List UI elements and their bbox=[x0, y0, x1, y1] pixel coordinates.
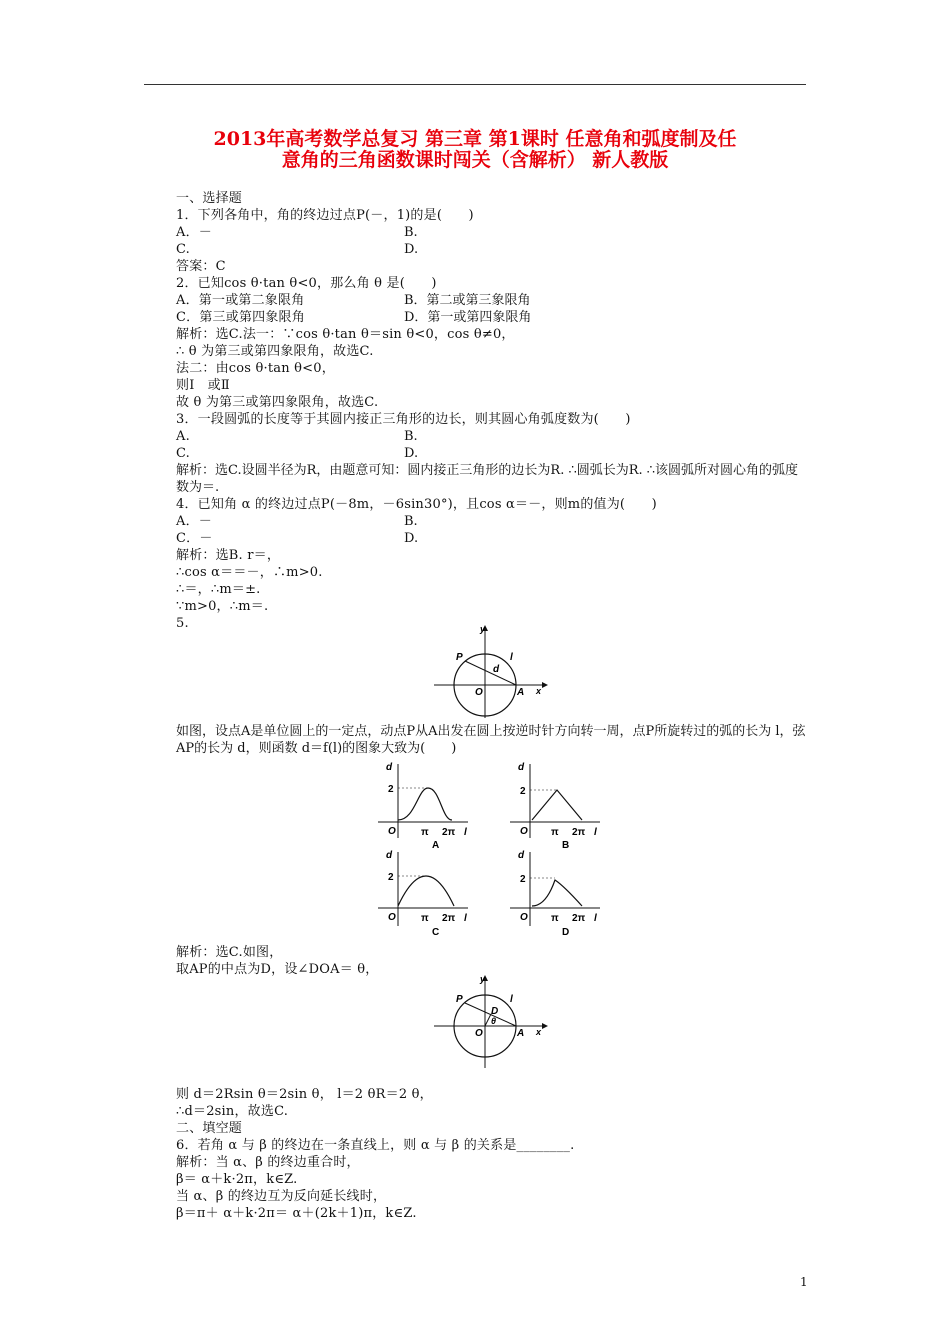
doc-title-line2: 意角的三角函数课时闯关（含解析） 新人教版 bbox=[281, 149, 669, 171]
q2-analysis-5: 故 θ 为第三或第四象限角，故选C. bbox=[176, 395, 379, 410]
graph-a-origin-label: O bbox=[388, 826, 396, 837]
graph-c-two-label: 2 bbox=[388, 872, 394, 883]
q4-analysis-2: ∴cos α＝＝－，∴m>0. bbox=[176, 565, 323, 580]
graph-b-d-label: d bbox=[518, 762, 525, 773]
fig2-x-axis-label: x bbox=[536, 1027, 542, 1037]
unit-circle-figure bbox=[430, 622, 550, 720]
arc-l-label: l bbox=[510, 652, 513, 663]
graph-b-pi-label: π bbox=[551, 827, 559, 838]
q3-option-b: B. bbox=[404, 429, 418, 444]
graph-option-a bbox=[370, 758, 480, 850]
q4-analysis-1: 解析：选B. r＝， bbox=[176, 548, 281, 563]
q4-analysis-3: ∴＝，∴m＝±. bbox=[176, 582, 261, 597]
q2-analysis-1: 解析：选C.法一：∵cos θ·tan θ＝sin θ<0，cos θ≠0， bbox=[176, 327, 515, 342]
q6-stem: 6．若角 α 与 β 的终边在一条直线上，则 α 与 β 的关系是________. bbox=[176, 1138, 575, 1153]
q2-option-b: B．第二或第三象限角 bbox=[404, 293, 531, 308]
q6-analysis-2: β＝ α＋k·2π，k∈Z. bbox=[176, 1172, 298, 1187]
graph-b-l-label: l bbox=[594, 827, 597, 838]
q1-option-d: D. bbox=[404, 242, 419, 257]
q1-stem: 1．下列各角中，角的终边过点P(－，1)的是( ) bbox=[176, 208, 474, 223]
section-heading-1: 一、选择题 bbox=[176, 191, 243, 206]
graph-d-caption: D bbox=[562, 927, 570, 938]
q1-option-b: B. bbox=[404, 225, 418, 240]
graph-option-c bbox=[370, 846, 480, 938]
q3-analysis: 解析：选C.设圆半径为R，由题意可知：圆内接正三角形的边长为R. ∴圆弧长为R. ∴该圆弧所对圆心角的弧度数为＝. bbox=[176, 463, 799, 495]
x-axis-label: x bbox=[536, 686, 542, 696]
section-heading-2: 二、填空题 bbox=[176, 1121, 243, 1136]
graph-option-b bbox=[502, 758, 612, 850]
q5-number: 5. bbox=[176, 616, 189, 631]
fig2-point-p-label: P bbox=[456, 994, 463, 1005]
q5-stem: 如图，设点A是单位圆上的一定点，动点P从A出发在圆上按逆时针方向转一周，点P所旋转过的弧的长为 l，弦AP的长为 d，则函数 d＝f(l)的图象大致为( ) bbox=[176, 724, 806, 756]
graph-a-l-label: l bbox=[464, 827, 467, 838]
q5-analysis-1: 解析：选C.如图， bbox=[176, 945, 283, 960]
q3-option-c: C. bbox=[176, 446, 191, 461]
q2-option-c: C．第三或第四象限角 bbox=[176, 310, 305, 325]
graph-c-twopi-label: 2π bbox=[442, 913, 456, 924]
q4-option-c: C．－ bbox=[176, 531, 213, 546]
q5-conclusion-1: 则 d＝2Rsin θ＝2sin θ， l＝2 θR＝2 θ， bbox=[176, 1087, 433, 1102]
graph-b-twopi-label: 2π bbox=[572, 827, 586, 838]
point-a-label: A bbox=[517, 687, 525, 698]
q4-stem: 4．已知角 α 的终边过点P(－8m，－6sin30°)，且cos α＝－，则m的值为( ) bbox=[176, 497, 657, 512]
doc-title-line1: 2013年高考数学总复习 第三章 第1课时 任意角和弧度制及任 bbox=[213, 128, 737, 150]
q4-analysis-4: ∵m>0，∴m＝. bbox=[176, 599, 269, 614]
q6-analysis-3: 当 α、β 的终边互为反向延长线时， bbox=[176, 1189, 387, 1204]
y-axis-label: y bbox=[480, 624, 486, 634]
graph-b-origin-label: O bbox=[520, 826, 528, 837]
q1-option-c: C. bbox=[176, 242, 191, 257]
graph-b-two-label: 2 bbox=[520, 786, 526, 797]
q2-option-d: D．第一或第四象限角 bbox=[404, 310, 532, 325]
graph-a-caption: A bbox=[432, 840, 440, 850]
graph-d-twopi-label: 2π bbox=[572, 913, 586, 924]
fig2-y-axis-label: y bbox=[480, 974, 486, 984]
graph-c-pi-label: π bbox=[421, 913, 429, 924]
chord-d-label: d bbox=[493, 664, 500, 675]
q6-analysis-1: 解析：当 α、β 的终边重合时， bbox=[176, 1155, 360, 1170]
fig2-origin-label: O bbox=[475, 1028, 483, 1039]
point-p-label: P bbox=[456, 652, 463, 663]
fig2-point-d-label: D bbox=[491, 1006, 499, 1017]
q5-analysis-2: 取AP的中点为D，设∠DOA＝ θ， bbox=[176, 962, 379, 977]
unit-circle-figure-2 bbox=[430, 972, 550, 1070]
graph-a-d-label: d bbox=[386, 762, 393, 773]
q4-option-d: D. bbox=[404, 531, 419, 546]
q2-stem: 2．已知cos θ·tan θ<0，那么角 θ 是( ) bbox=[176, 276, 437, 291]
q3-stem: 3．一段圆弧的长度等于其圆内接正三角形的边长，则其圆心角弧度数为( ) bbox=[176, 412, 631, 427]
fig2-theta-label: θ bbox=[491, 1016, 497, 1026]
graph-d-two-label: 2 bbox=[520, 874, 526, 885]
graph-a-twopi-label: 2π bbox=[442, 827, 456, 838]
graph-d-d-label: d bbox=[518, 850, 525, 861]
fig2-point-a-label: A bbox=[517, 1028, 525, 1039]
graph-b-caption: B bbox=[562, 840, 570, 850]
top-rule bbox=[144, 84, 806, 85]
graph-c-caption: C bbox=[432, 927, 440, 938]
graph-d-origin-label: O bbox=[520, 912, 528, 923]
graph-d-pi-label: π bbox=[551, 913, 559, 924]
q4-option-b: B. bbox=[404, 514, 418, 529]
graph-c-l-label: l bbox=[464, 913, 467, 924]
q4-option-a: A．－ bbox=[176, 514, 212, 529]
origin-label: O bbox=[475, 687, 483, 698]
q2-analysis-3: 法二：由cos θ·tan θ<0， bbox=[176, 361, 335, 376]
graph-a-pi-label: π bbox=[421, 827, 429, 838]
q2-option-a: A．第一或第二象限角 bbox=[176, 293, 305, 308]
graph-a-two-label: 2 bbox=[388, 784, 394, 795]
q1-option-a: A．－ bbox=[176, 225, 212, 240]
q3-option-a: A. bbox=[176, 429, 190, 444]
q2-analysis-2: ∴ θ 为第三或第四象限角，故选C. bbox=[176, 344, 374, 359]
q5-conclusion-2: ∴d＝2sin，故选C. bbox=[176, 1104, 289, 1119]
graph-d-l-label: l bbox=[594, 913, 597, 924]
graph-c-origin-label: O bbox=[388, 912, 396, 923]
graph-c-d-label: d bbox=[386, 850, 393, 861]
fig2-arc-l-label: l bbox=[510, 994, 513, 1005]
graph-option-d bbox=[502, 846, 612, 938]
q1-answer: 答案：C bbox=[176, 259, 226, 274]
q3-option-d: D. bbox=[404, 446, 419, 461]
q6-analysis-4: β＝π＋ α＋k·2π＝ α＋(2k＋1)π，k∈Z. bbox=[176, 1206, 417, 1221]
q2-analysis-4: 则Ⅰ 或Ⅱ bbox=[176, 378, 230, 393]
page-number: 1 bbox=[800, 1275, 808, 1289]
